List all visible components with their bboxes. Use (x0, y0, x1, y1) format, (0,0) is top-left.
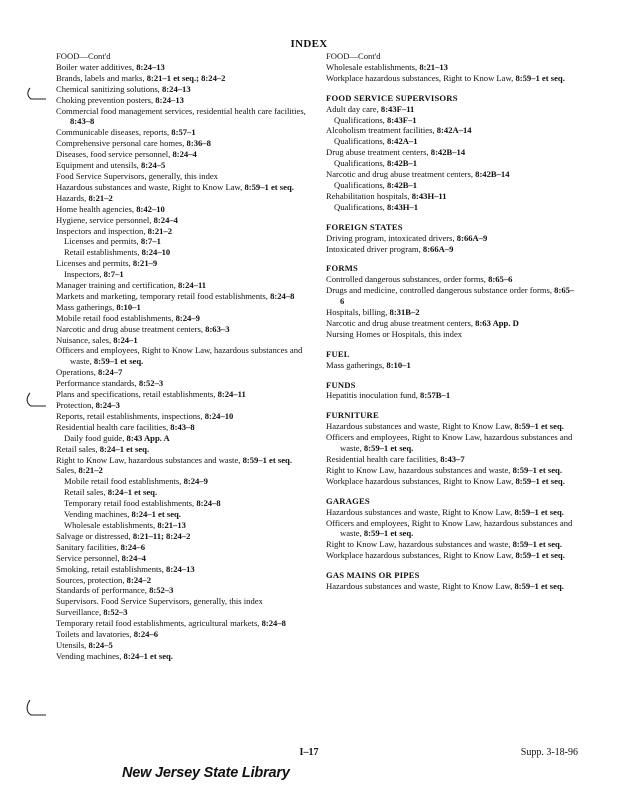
section-reference: 8:31B–2 (389, 307, 420, 318)
margin-check-mark (18, 700, 50, 718)
entry-text: Supervisors. Food Service Supervisors, generally, this index (56, 596, 263, 607)
section-reference: 8:42A–14 (436, 125, 472, 136)
section-reference: 8:24–6 (133, 629, 159, 640)
index-subentry (56, 509, 318, 520)
index-entry (56, 127, 318, 138)
section-reference: 8:59–1 et seq. (514, 581, 564, 592)
index-column-right (326, 51, 578, 592)
index-entry (56, 422, 318, 433)
entry-text: Nuisance, sales, (56, 334, 114, 345)
entry-text: Officers and employees, Right to Know Law, hazardous substances and waste, (56, 345, 303, 367)
section-reference: 8:42B–14 (475, 169, 510, 180)
index-entry (56, 345, 318, 367)
entry-text: Equipment and utensils, (56, 160, 141, 171)
section-reference: 8:24–1 et seq. (107, 487, 158, 498)
entry-text: Home health agencies, (56, 203, 137, 214)
section-reference: 8:10–1 (116, 301, 141, 312)
section-reference: 8:59–1 et seq. (515, 475, 565, 486)
index-entry (56, 171, 318, 182)
entry-text: Retail sales, (56, 443, 100, 454)
section-reference: 8:21–2 (88, 192, 113, 203)
section-reference: 8:65–6 (340, 285, 575, 307)
entry-text: Officers and employees, Right to Know Law, hazardous substances and waste, (326, 432, 573, 454)
index-entry (56, 607, 318, 618)
index-entry (56, 629, 318, 640)
entry-text: Reports, retail establishments, inspections, (56, 410, 205, 421)
section-reference: 8:21–13 (157, 519, 186, 530)
index-entry (326, 518, 578, 540)
entry-text: Intoxicated driver program, (326, 243, 423, 254)
entry-text: Mobile retail food establishments, (64, 476, 184, 487)
continued-heading: FOOD—Cont'd (326, 51, 381, 61)
section-reference: 8:24–8 (270, 290, 295, 301)
entry-text: Hazards, (56, 192, 89, 203)
index-column-left (56, 51, 318, 662)
entry-text: Retail establishments, (64, 247, 142, 258)
entry-text: Plans and specifications, retail establishments, (56, 389, 218, 400)
entry-text: Salvage or distressed, (56, 530, 133, 541)
section-gap (326, 561, 578, 570)
entry-text: Licenses and permits, (64, 236, 141, 247)
index-heading: FOOD SERVICE SUPERVISORS (326, 92, 458, 103)
margin-check-mark (18, 392, 50, 410)
section-reference: 8:24–13 (166, 563, 195, 574)
index-subentry (56, 247, 318, 258)
index-subentry (56, 487, 318, 498)
entry-text: Hazardous substances and waste, Right to Know Law, (326, 581, 515, 592)
entry-text: Hazardous substances and waste, Right to Know Law, (326, 421, 515, 432)
section-reference: 8:21–1 et seq.; 8:24–2 (146, 72, 226, 83)
section-reference: 8:24–1 et seq. (131, 509, 181, 520)
section-reference: 8:21–11; 8:24–2 (132, 530, 191, 541)
entry-text: Brands, labels and marks, (56, 72, 147, 83)
index-entry (56, 160, 318, 171)
section-reference: 8:24–11 (177, 280, 207, 291)
entry-text: Nursing Homes or Hospitals, this index (326, 328, 463, 339)
library-stamp: New Jersey State Library (122, 765, 290, 781)
index-entry (56, 640, 318, 651)
entry-text: Service personnel, (56, 552, 122, 563)
entry-text: Temporary retail food establishments, (64, 498, 197, 509)
entry-text: Mass gatherings, (326, 359, 387, 370)
continued-heading: FOOD—Cont'd (56, 51, 111, 61)
index-entry (326, 507, 578, 518)
index-entry (326, 191, 578, 202)
entry-text: Temporary retail food establishments, agricultural markets, (56, 618, 262, 629)
index-entry (326, 62, 578, 73)
index-entry (56, 291, 318, 302)
entry-text: Boiler water additives, (56, 61, 137, 72)
index-entry (56, 465, 318, 476)
section-gap (326, 371, 578, 380)
section-gap (326, 340, 578, 349)
section-reference: 8:24–9 (183, 476, 208, 487)
section-reference: 8:42A–1 (386, 136, 418, 147)
section-reference: 8:24–10 (204, 410, 234, 421)
index-entry (326, 465, 578, 476)
entry-text: Driving program, intoxicated drivers, (326, 232, 457, 243)
entry-text: Wholesale establishments, (326, 61, 420, 72)
entry-text: Vending machines, (64, 509, 132, 520)
index-subentry (326, 115, 578, 126)
entry-text: Communicable diseases, reports, (56, 127, 172, 138)
entry-text: Food Service Supervisors, generally, this index (56, 170, 218, 181)
entry-text: Narcotic and drug abuse treatment centers, (326, 169, 476, 180)
index-entry (56, 367, 318, 378)
section-gap (326, 401, 578, 410)
entry-text: Operations, (56, 367, 99, 378)
section-reference: 8:24–1 et seq. (123, 650, 173, 661)
section-reference: 8:59–1 et seq. (363, 528, 414, 539)
section-reference: 8:7–1 (103, 269, 124, 280)
section-reference: 8:59–1 et seq. (512, 539, 562, 550)
index-entry (56, 106, 318, 128)
section-reference: 8:43F–11 (380, 103, 415, 114)
entry-text: Comprehensive personal care homes, (56, 138, 187, 149)
section-reference: 8:24–7 (98, 367, 123, 378)
index-entry (326, 390, 578, 401)
section-gap (326, 487, 578, 496)
entry-text: Officers and employees, Right to Know Law, hazardous substances and waste, (326, 517, 573, 539)
page-number: I–17 (299, 747, 319, 758)
index-entry (56, 84, 318, 95)
section-reference: 8:21–2 (78, 465, 103, 476)
entry-text: Rehabilitation hospitals, (326, 190, 412, 201)
entry-text: Mass gatherings, (56, 301, 117, 312)
entry-text: Right to Know Law, hazardous substances and waste, (56, 454, 243, 465)
index-subentry (326, 202, 578, 213)
section-reference: 8:59–1 et seq. (515, 72, 565, 83)
entry-text: Workplace hazardous substances, Right to Know Law, (326, 72, 516, 83)
section-reference: 8:10–1 (386, 359, 411, 370)
index-entry (56, 226, 318, 237)
entry-text: Drugs and medicine, controlled dangerous substance order forms, (326, 285, 555, 296)
index-subentry (326, 136, 578, 147)
index-subentry (326, 180, 578, 191)
section-reference: 8:24–13 (161, 83, 191, 94)
index-entry (326, 125, 578, 136)
index-entry (56, 280, 318, 291)
entry-text: Workplace hazardous substances, Right to Know Law, (326, 550, 516, 561)
index-subentry (56, 498, 318, 509)
index-entry (56, 400, 318, 411)
entry-text: Drug abuse treatment centers, (326, 147, 431, 158)
entry-text: Smoking, retail establishments, (56, 563, 167, 574)
entry-text: Retail sales, (64, 487, 108, 498)
section-reference: 8:7–1 (140, 236, 161, 247)
index-entry (56, 651, 318, 662)
index-entry (326, 421, 578, 432)
section-reference: 8:43H–1 (386, 201, 419, 212)
entry-text: Qualifications, (334, 158, 387, 169)
entry-text: Sanitary facilities, (56, 541, 121, 552)
section-reference: 8:24–4 (153, 214, 178, 225)
entry-text: Right to Know Law, hazardous substances and waste, (326, 539, 513, 550)
entry-text: Adult day care, (326, 103, 381, 114)
section-reference: 8:24–5 (140, 160, 166, 171)
index-entry (326, 476, 578, 487)
index-entry (56, 258, 318, 269)
entry-text: Wholesale establishments, (64, 519, 158, 530)
entry-text: Markets and marketing, temporary retail food establishments, (56, 290, 271, 301)
index-entry (326, 73, 578, 84)
index-entry (56, 531, 318, 542)
index-entry (56, 444, 318, 455)
index-entry (56, 149, 318, 160)
index-entry (56, 585, 318, 596)
entry-text: Narcotic and drug abuse treatment centers, (56, 323, 206, 334)
margin-check-mark (18, 86, 50, 104)
section-reference: 8:21–13 (419, 61, 448, 72)
section-reference: 8:42B–14 (430, 147, 466, 158)
index-entry (56, 204, 318, 215)
index-subentry (56, 269, 318, 280)
entry-text: Qualifications, (334, 114, 387, 125)
entry-text: Utensils, (56, 639, 89, 650)
index-entry (326, 233, 578, 244)
section-reference: 8:57B–1 (420, 390, 451, 401)
section-reference: 8:43H–11 (411, 190, 447, 201)
index-entry (326, 104, 578, 115)
index-entry (56, 618, 318, 629)
entry-text: Daily food guide, (64, 432, 127, 443)
index-subentry (56, 433, 318, 444)
index-entry (56, 411, 318, 422)
index-heading: GAS MAINS OR PIPES (326, 570, 420, 581)
entry-text: Right to Know Law, hazardous substances and waste, (326, 464, 513, 475)
entry-text: Workplace hazardous substances, Right to Know Law, (326, 475, 516, 486)
entry-text: Hazardous substances and waste, Right to Know Law, (326, 506, 515, 517)
index-entry (56, 335, 318, 346)
index-subentry (326, 158, 578, 169)
section-reference: 8:66A–9 (456, 232, 488, 243)
index-entry (326, 274, 578, 285)
entry-text: Controlled dangerous substances, order forms, (326, 274, 489, 285)
entry-text: Toilets and lavatories, (56, 629, 134, 640)
index-subentry (56, 520, 318, 531)
index-heading: FORMS (326, 263, 359, 274)
index-entry (326, 169, 578, 180)
section-reference: 8:36–8 (186, 138, 211, 149)
index-entry (326, 550, 578, 561)
section-reference: 8:59–1 et seq. (514, 421, 564, 432)
section-reference: 8:21–9 (132, 258, 158, 269)
index-entry (326, 244, 578, 255)
entry-text: Sources, protection, (56, 574, 127, 585)
section-reference: 8:59–1 et seq. (514, 506, 564, 517)
entry-text: Performance standards, (56, 378, 139, 389)
section-reference: 8:43–7 (440, 454, 465, 464)
entry-text: Mobile retail food establishments, (56, 312, 176, 323)
supplement-date: Supp. 3-18-96 (520, 747, 578, 758)
section-gap (326, 254, 578, 263)
entry-text: Vending machines, (56, 650, 124, 661)
index-entry (56, 542, 318, 553)
entry-text: Chemical sanitizing solutions, (56, 83, 162, 94)
section-reference: 8:42B–1 (386, 158, 418, 169)
entry-text: Manager training and certification, (56, 280, 178, 291)
index-entry (56, 302, 318, 313)
section-reference: 8:24–8 (261, 618, 286, 629)
section-reference: 8:24–13 (136, 61, 165, 72)
section-reference: 8:24–1 (113, 334, 138, 345)
section-reference: 8:65–6 (488, 274, 513, 285)
entry-text: Standards of performance, (56, 585, 150, 596)
entry-text: Hospitals, billing, (326, 307, 390, 318)
section-reference: 8:24–6 (120, 541, 146, 552)
section-reference: 8:43–8 (70, 116, 95, 127)
entry-text: Residential health care facilities, (326, 454, 441, 464)
index-heading: FOREIGN STATES (326, 221, 403, 232)
entry-text: Qualifications, (334, 179, 387, 190)
section-reference: 8:24–13 (155, 94, 184, 105)
section-reference: 8:59–1 et seq. (244, 181, 294, 192)
section-gap (326, 213, 578, 222)
section-reference: 8:52–3 (138, 378, 164, 389)
index-entry (56, 193, 318, 204)
index-entry (56, 182, 318, 193)
section-reference: 8:43–8 (170, 421, 195, 432)
entry-text: Hepatitis inoculation fund, (326, 390, 421, 401)
entry-text: Diseases, food service personnel, (56, 149, 173, 160)
index-entry (326, 581, 578, 592)
index-entry (326, 285, 578, 307)
entry-text: Hazardous substances and waste, Right to Know Law, (56, 181, 245, 192)
section-reference: 8:24–3 (95, 400, 120, 410)
index-subentry (56, 236, 318, 247)
entry-text: Qualifications, (334, 201, 387, 212)
index-entry (56, 455, 318, 466)
entry-text: Protection, (56, 400, 96, 410)
index-heading: FUNDS (326, 379, 356, 390)
index-entry (326, 147, 578, 158)
section-reference: 8:63 App. D (475, 317, 519, 328)
entry-text: Commercial food management services, residential health care facilities, (56, 105, 306, 116)
index-entry (56, 596, 318, 607)
section-reference: 8:57–1 (171, 127, 196, 138)
index-entry (56, 553, 318, 564)
section-reference: 8:42–10 (136, 203, 165, 214)
index-entry (56, 138, 318, 149)
section-reference: 8:42B–1 (386, 179, 418, 190)
section-reference: 8:59–1 et seq. (242, 454, 292, 465)
section-reference: 8:24–8 (196, 498, 221, 509)
section-reference: 8:59–1 et seq. (512, 464, 562, 475)
index-subentry (56, 476, 318, 487)
section-reference: 8:24–5 (88, 639, 113, 650)
section-reference: 8:66A–9 (422, 243, 454, 254)
section-gap (326, 84, 578, 93)
section-reference: 8:63–3 (205, 323, 230, 334)
index-entry (56, 215, 318, 226)
section-reference: 8:59–1 et seq. (93, 356, 144, 367)
index-entry (56, 575, 318, 586)
section-reference: 8:59–1 et seq. (515, 550, 565, 561)
section-reference: 8:59–1 et seq. (363, 443, 414, 454)
index-entry (56, 324, 318, 335)
entry-text: Licenses and permits, (56, 258, 133, 269)
index-entry (326, 329, 578, 340)
index-heading: FURNITURE (326, 410, 379, 421)
index-entry (56, 313, 318, 324)
section-reference: 8:21–2 (147, 225, 173, 236)
section-reference: 8:24–4 (121, 552, 146, 563)
index-heading: FUEL (326, 348, 350, 359)
index-entry (56, 378, 318, 389)
page-title: INDEX (290, 38, 328, 50)
entry-text: Hygiene, service personnel, (56, 214, 154, 225)
index-entry (326, 318, 578, 329)
section-reference: 8:24–2 (126, 574, 152, 585)
entry-text: Inspectors and inspection, (56, 225, 148, 236)
section-reference: 8:24–4 (172, 149, 197, 160)
entry-text: Inspectors, (64, 269, 104, 280)
index-entry (56, 389, 318, 400)
index-entry (326, 539, 578, 550)
index-entry (326, 432, 578, 454)
index-entry (56, 95, 318, 106)
section-reference: 8:43 App. A (126, 432, 170, 443)
index-entry (326, 307, 578, 318)
index-heading: GARAGES (326, 495, 370, 506)
index-entry (326, 454, 578, 465)
entry-text: Choking prevention posters, (56, 94, 156, 105)
entry-text: Qualifications, (334, 136, 387, 147)
index-entry (56, 564, 318, 575)
entry-text: Residential health care facilities, (56, 421, 171, 432)
index-entry (326, 360, 578, 371)
section-reference: 8:43F–1 (386, 114, 417, 125)
section-reference: 8:24–1 et seq. (99, 443, 150, 454)
section-reference: 8:52–3 (149, 585, 174, 596)
entry-text: Alcoholism treatment facilities, (326, 125, 437, 136)
section-reference: 8:52–3 (103, 607, 128, 618)
entry-text: Narcotic and drug abuse treatment centers, (326, 317, 476, 328)
section-reference: 8:24–10 (141, 247, 171, 258)
entry-text: Sales, (56, 465, 79, 476)
index-entry (56, 62, 318, 73)
section-reference: 8:24–9 (175, 312, 200, 323)
entry-text: Surveillance, (56, 607, 104, 618)
section-reference: 8:24–11 (217, 389, 246, 400)
index-entry (56, 73, 318, 84)
